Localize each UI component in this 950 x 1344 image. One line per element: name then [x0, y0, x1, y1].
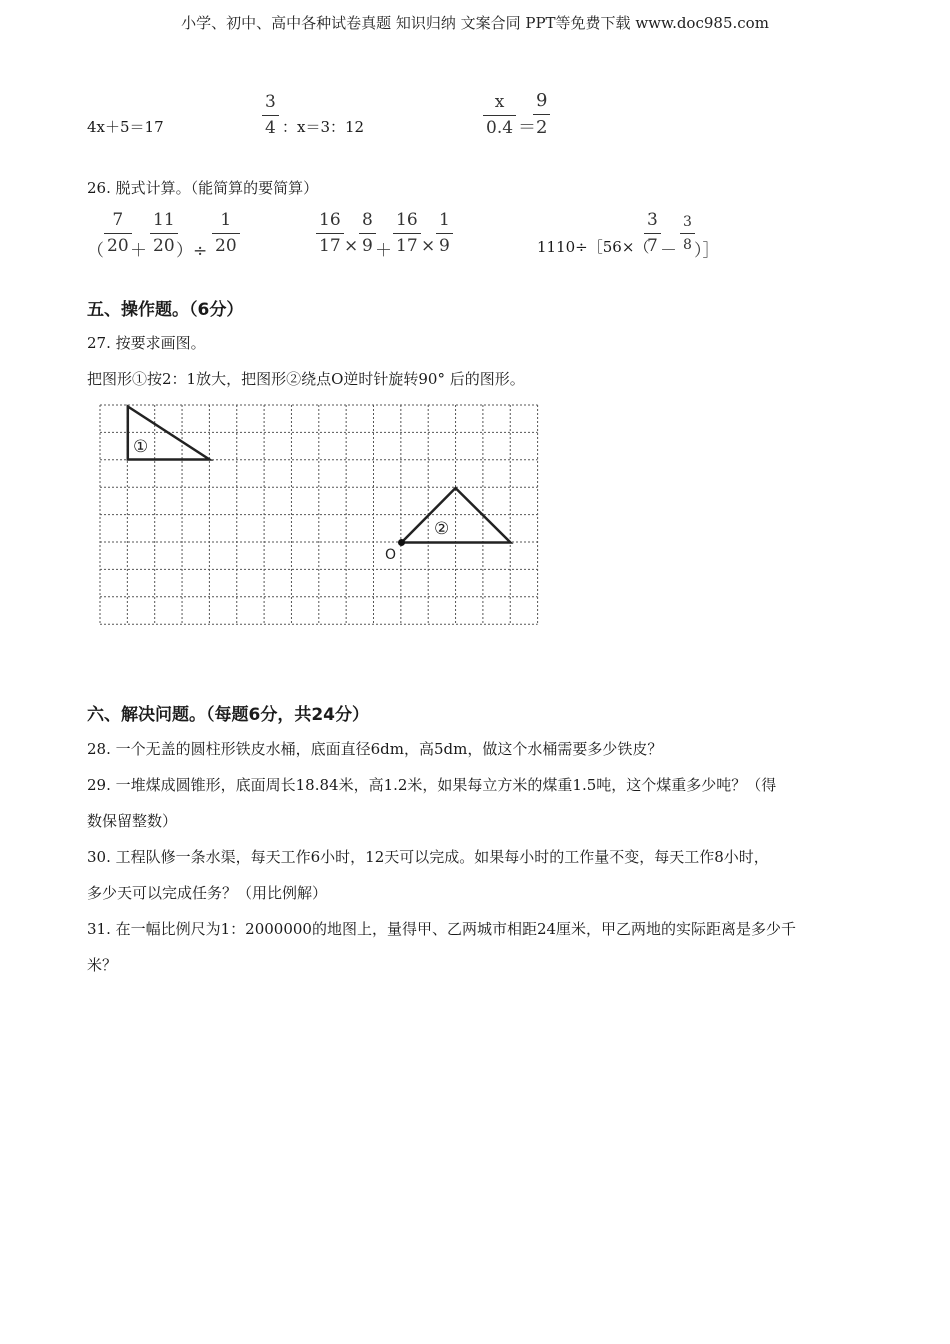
figure-2-label: ②	[434, 519, 450, 539]
expr3-prefix: 1110÷［56×（	[537, 238, 650, 256]
minus-sign: －	[660, 241, 677, 261]
fraction-numerator: 16	[396, 210, 418, 230]
fraction-denominator: 4	[265, 118, 276, 138]
fraction-denominator: 20	[215, 236, 237, 256]
fraction-numerator: 1	[439, 210, 450, 230]
close-paren-divide: ）÷	[176, 241, 208, 261]
q31-line-1: 31. 在一幅比例尺为1：2000000的地图上，量得甲、乙两城市相距24厘米，甲乙两地的实际距离是多少千	[87, 920, 797, 938]
q28: 28. 一个无盖的圆柱形铁皮水桶，底面直径6dm，高5dm，做这个水桶需要多少铁皮？	[87, 740, 663, 758]
q31-line-2: 米？	[87, 956, 118, 974]
expr2-fraction-1	[316, 212, 344, 255]
fraction-numerator: 1	[220, 210, 232, 230]
drawing-grid	[97, 402, 542, 628]
fraction-denominator: 17	[396, 236, 418, 256]
q27-instruction: 把图形①按2：1放大，把图形②绕点O逆时针旋转90° 后的图形。	[87, 370, 525, 388]
q29-line-1: 29. 一堆煤成圆锥形，底面周长18.84米，高1.2米，如果每立方米的煤重1.5吨，这个煤重多少吨？（得	[87, 776, 777, 794]
fraction-numerator: 7	[112, 210, 124, 230]
q30-line-2: 多少天可以完成任务？（用比例解）	[87, 884, 328, 902]
equation-3-right-fraction	[533, 92, 550, 137]
expr3-close: ）］	[694, 241, 720, 261]
q27-title: 27. 按要求画图。	[87, 334, 206, 352]
fraction-denominator: 9	[362, 236, 373, 256]
expr3-fraction-2	[680, 215, 695, 252]
expr2-fraction-2	[359, 212, 376, 255]
fraction-denominator: 7	[647, 236, 658, 256]
q26-title: 26. 脱式计算。（能简算的要简算）	[87, 179, 319, 197]
fraction-numerator: 16	[319, 210, 341, 230]
equals-sign: ＝	[518, 117, 536, 138]
fraction-numerator: 8	[362, 210, 373, 230]
equation-1: 4x＋5＝17	[87, 118, 164, 136]
fraction-denominator: 2	[536, 117, 548, 138]
times-sign: ×	[421, 236, 436, 256]
fraction-denominator: 20	[153, 236, 175, 256]
equation-2-fraction	[262, 94, 279, 137]
section-6-title: 六、解决问题。（每题6分，共24分）	[87, 705, 369, 725]
q29-line-2: 数保留整数）	[87, 812, 178, 830]
point-o-label: O	[385, 547, 397, 563]
fraction-denominator: 0.4	[486, 118, 514, 138]
fraction-denominator: 17	[319, 236, 341, 256]
plus-sign: ＋	[375, 241, 392, 261]
fraction-denominator: 9	[439, 236, 450, 256]
expr1-fraction-3	[212, 212, 240, 255]
times-sign: ×	[344, 236, 359, 256]
fraction-numerator: 9	[536, 90, 548, 111]
fraction-numerator: 3	[683, 214, 692, 230]
open-paren: （	[87, 241, 104, 261]
plus-sign: ＋	[130, 241, 147, 261]
page-header: 小学、初中、高中各种试卷真题 知识归纳 文案合同 PPT等免费下载 www.doc985.com	[181, 14, 769, 32]
expr1-fraction-2	[150, 212, 178, 255]
fraction-numerator: 11	[153, 210, 175, 230]
q30-line-1: 30. 工程队修一条水渠，每天工作6小时，12天可以完成。如果每小时的工作量不变，每天工作8小时，	[87, 848, 769, 866]
fraction-numerator: 3	[265, 92, 276, 112]
fraction-numerator: x	[494, 92, 505, 112]
point-o-dot	[398, 539, 405, 546]
expr2-fraction-3	[393, 212, 421, 255]
equation-2-rest: ：x＝3：12	[282, 118, 365, 136]
fraction-denominator: 8	[683, 237, 692, 253]
fraction-denominator: 20	[107, 236, 129, 256]
expr3-fraction-1	[644, 212, 661, 255]
figure-1-label: ①	[133, 437, 149, 457]
fraction-numerator: 3	[647, 210, 658, 230]
expr2-fraction-4	[436, 212, 453, 255]
equation-3-left-fraction	[483, 94, 516, 137]
expr1-fraction-1	[104, 212, 132, 255]
section-5-title: 五、操作题。（6分）	[87, 300, 244, 320]
